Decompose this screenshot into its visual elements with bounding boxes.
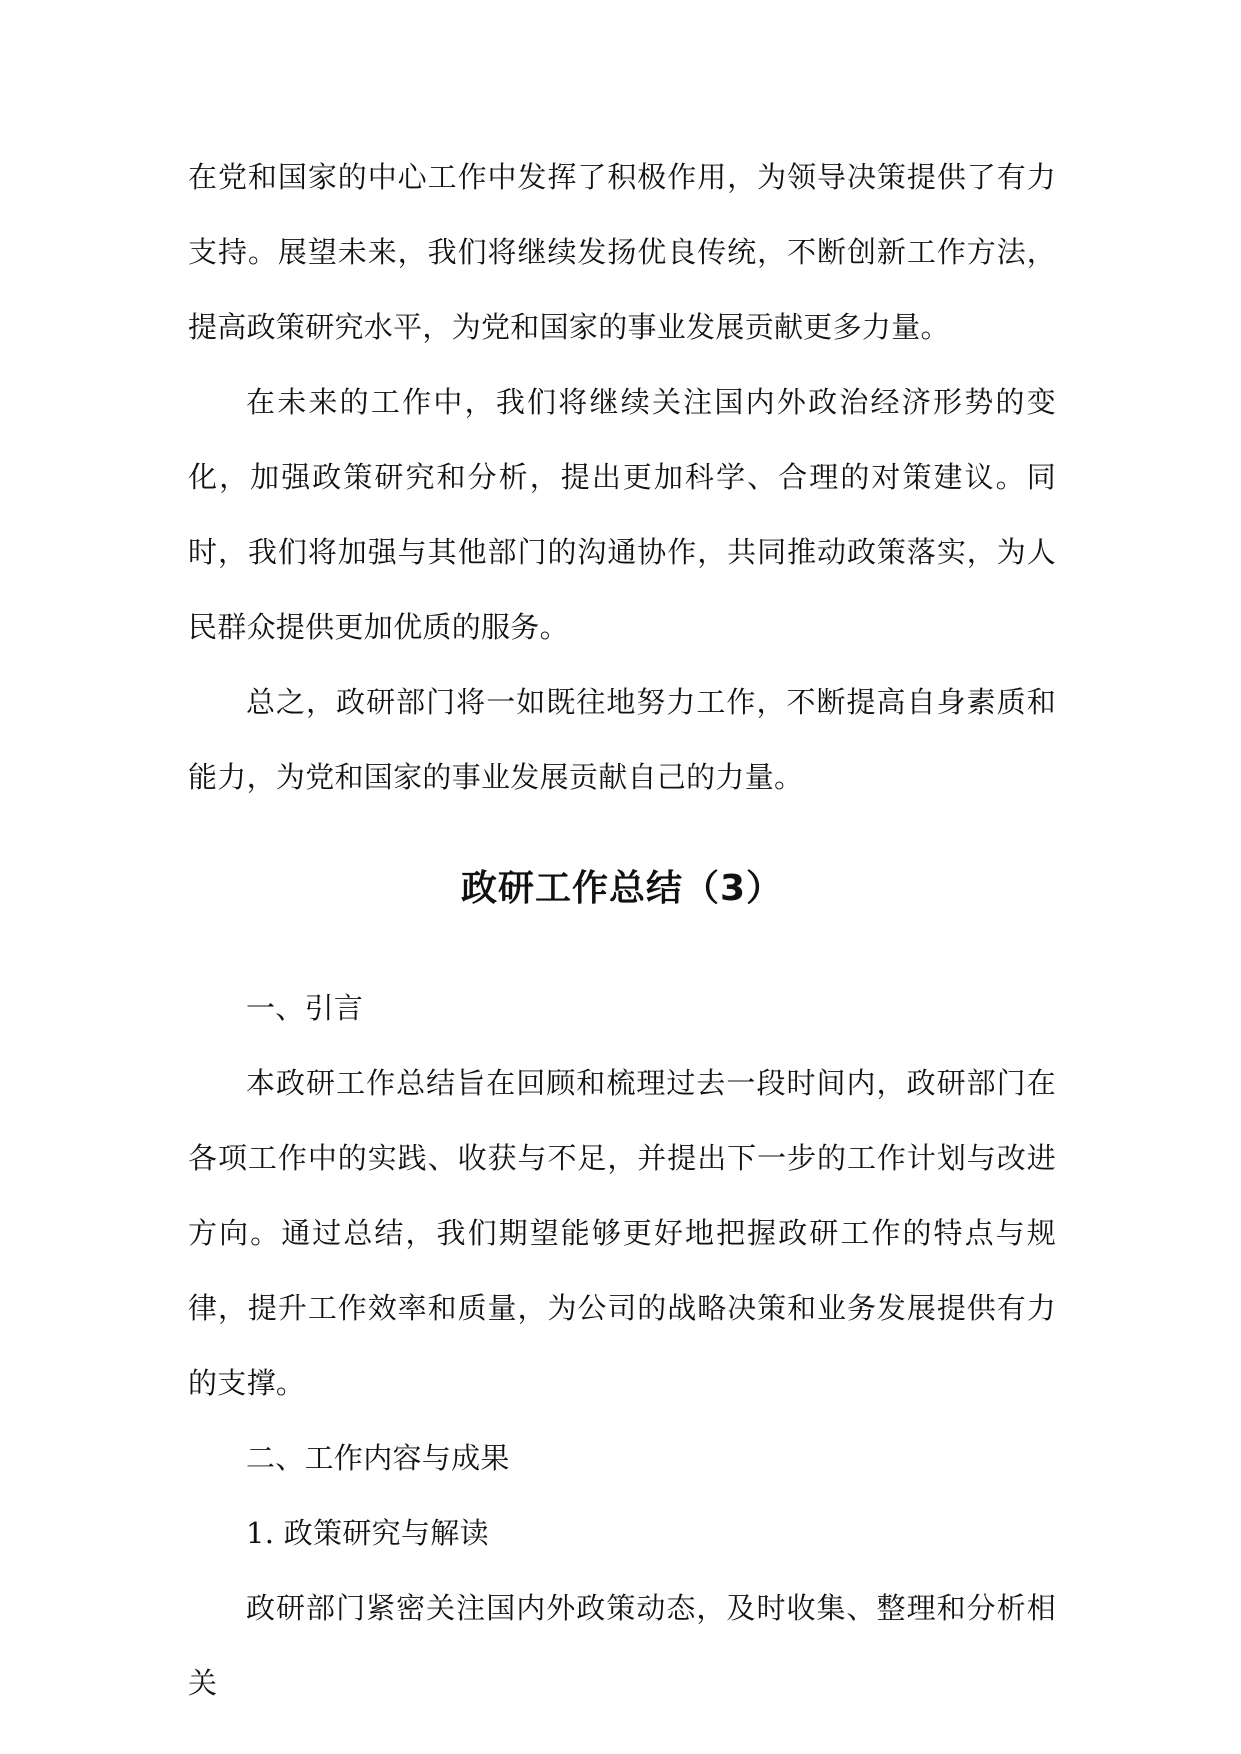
paragraph-future-work: 在未来的工作中，我们将继续关注国内外政治经济形势的变化，加强政策研究和分析，提出更加科学、合理的对策建议。同时，我们将加强与其他部门的沟通协作，共同推动政策落实，为人民群众提供更加优质的服务。 xyxy=(188,385,1056,644)
heading-policy-research: 1. 政策研究与解读 xyxy=(246,1516,489,1550)
section-title: 政研工作总结（3） xyxy=(460,868,784,909)
paragraph-policy-research: 政研部门紧密关注国内外政策动态，及时收集、整理和分析相关 xyxy=(188,1591,1056,1700)
paragraph-introduction: 本政研工作总结旨在回顾和梳理过去一段时间内，政研部门在各项工作中的实践、收获与不足，并提出下一步的工作计划与改进方向。通过总结，我们期望能够更好地把握政研工作的特点与规律，提升工作效率和质量，为公司的战略决策和业务发展提供有力的支撑。 xyxy=(188,1066,1056,1400)
continuation-paragraph: 在党和国家的中心工作中发挥了积极作用，为领导决策提供了有力支持。展望未来，我们将继续发扬优良传统，不断创新工作方法，提高政策研究水平，为党和国家的事业发展贡献更多力量。 xyxy=(188,160,1056,344)
heading-work-content: 二、工作内容与成果 xyxy=(246,1441,510,1475)
paragraph-summary: 总之，政研部门将一如既往地努力工作，不断提高自身素质和能力，为党和国家的事业发展贡献自己的力量。 xyxy=(188,685,1056,794)
document-body xyxy=(188,140,1056,1721)
heading-introduction: 一、引言 xyxy=(246,991,364,1025)
